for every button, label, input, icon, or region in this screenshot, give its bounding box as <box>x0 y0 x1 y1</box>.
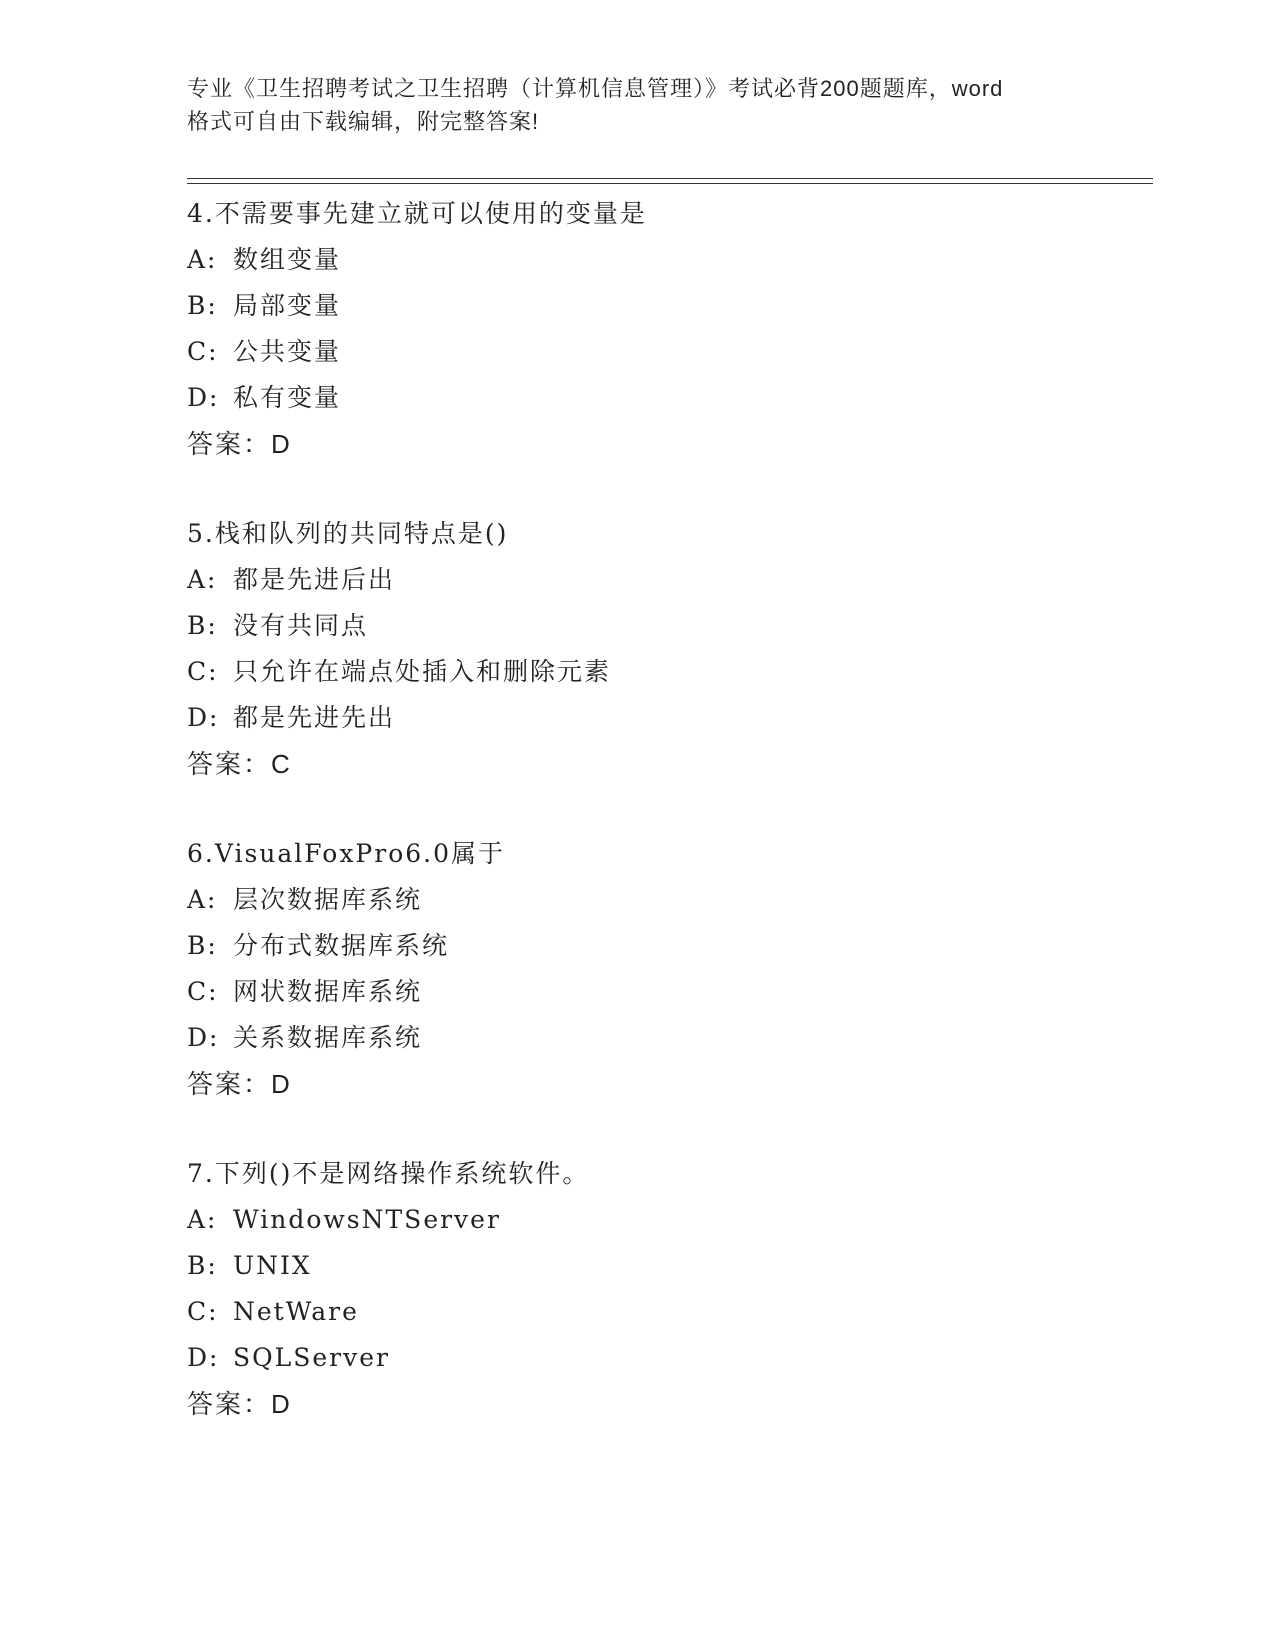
option-b <box>187 603 1137 649</box>
option-letter: C: <box>187 1297 219 1326</box>
option-d <box>187 695 1137 741</box>
option-c <box>187 969 1137 1015</box>
option-text: 都是先进后出 <box>233 565 396 594</box>
option-d <box>187 1015 1137 1061</box>
option-letter: D: <box>187 1343 220 1372</box>
option-letter: C: <box>187 337 219 366</box>
option-text: 分布式数据库系统 <box>233 931 450 960</box>
option-letter: D: <box>187 703 220 732</box>
option-text: NetWare <box>233 1297 359 1326</box>
option-letter: A: <box>187 245 218 274</box>
answer: 答案：D <box>187 1069 292 1099</box>
question-5 <box>187 511 1137 787</box>
question-stem: 5.栈和队列的共同特点是() <box>187 519 509 548</box>
option-text: UNIX <box>233 1251 312 1280</box>
option-letter: D: <box>187 383 220 412</box>
option-a <box>187 557 1137 603</box>
option-letter: C: <box>187 657 219 686</box>
option-c <box>187 1289 1137 1335</box>
option-text: 层次数据库系统 <box>233 885 423 914</box>
question-list <box>187 191 1137 1427</box>
option-c <box>187 649 1137 695</box>
option-letter: B: <box>187 611 218 640</box>
option-a <box>187 1197 1137 1243</box>
option-text: SQLServer <box>233 1343 390 1372</box>
question-spacer <box>187 787 1137 831</box>
answer: 答案：D <box>187 1389 292 1419</box>
option-b <box>187 923 1137 969</box>
option-letter: B: <box>187 291 218 320</box>
option-text: WindowsNTServer <box>233 1205 501 1234</box>
header-line-2: 格式可自由下载编辑，附完整答案! <box>187 109 540 134</box>
option-b <box>187 283 1137 329</box>
option-d <box>187 1335 1137 1381</box>
question-stem: 7.下列()不是网络操作系统软件。 <box>187 1159 590 1188</box>
question-stem: 6.VisualFoxPro6.0属于 <box>187 839 506 868</box>
header-divider-top <box>187 178 1153 179</box>
option-text: 都是先进先出 <box>233 703 396 732</box>
option-text: 数组变量 <box>233 245 342 274</box>
option-d <box>187 375 1137 421</box>
option-text: 没有共同点 <box>233 611 369 640</box>
question-spacer <box>187 1107 1137 1151</box>
option-letter: A: <box>187 885 218 914</box>
answer: 答案：C <box>187 749 292 779</box>
option-text: 私有变量 <box>233 383 342 412</box>
option-text: 局部变量 <box>233 291 342 320</box>
option-letter: D: <box>187 1023 220 1052</box>
option-text: 只允许在端点处插入和删除元素 <box>233 657 612 686</box>
option-a <box>187 877 1137 923</box>
option-letter: B: <box>187 931 218 960</box>
option-letter: A: <box>187 565 218 594</box>
document-header <box>187 72 1087 138</box>
option-c <box>187 329 1137 375</box>
option-text: 关系数据库系统 <box>233 1023 423 1052</box>
question-6 <box>187 831 1137 1107</box>
header-divider-bottom <box>187 183 1153 184</box>
option-text: 网状数据库系统 <box>233 977 423 1006</box>
question-4 <box>187 191 1137 467</box>
question-spacer <box>187 467 1137 511</box>
header-line-1: 专业《卫生招聘考试之卫生招聘（计算机信息管理）》考试必背200题题库，word <box>187 76 1004 101</box>
option-letter: C: <box>187 977 219 1006</box>
answer: 答案：D <box>187 429 292 459</box>
option-letter: B: <box>187 1251 218 1280</box>
option-text: 公共变量 <box>233 337 342 366</box>
option-b <box>187 1243 1137 1289</box>
option-a <box>187 237 1137 283</box>
question-stem: 4.不需要事先建立就可以使用的变量是 <box>187 199 647 228</box>
question-7 <box>187 1151 1137 1427</box>
option-letter: A: <box>187 1205 218 1234</box>
